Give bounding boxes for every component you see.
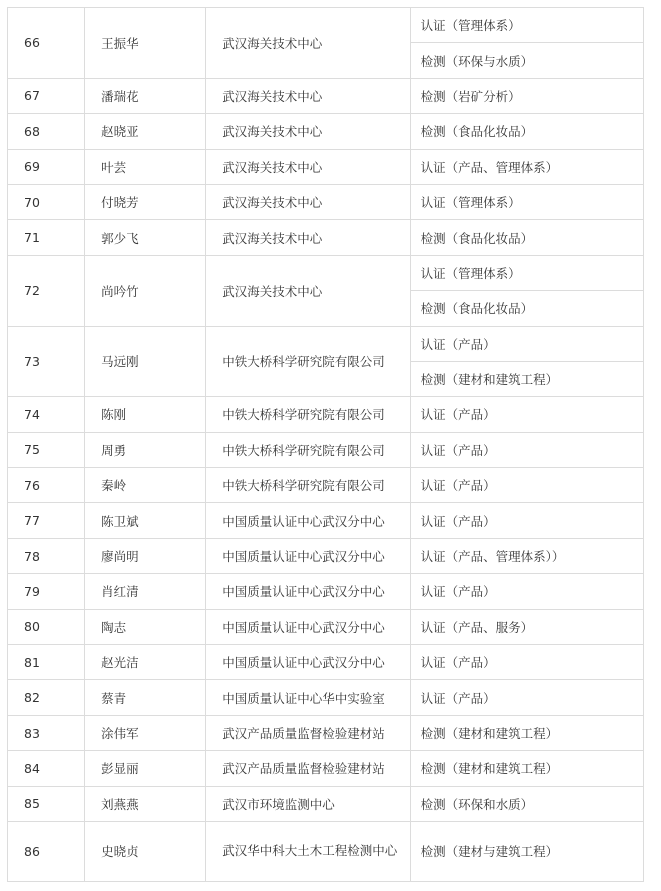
person-name: 郭少飞 xyxy=(85,220,206,255)
person-name: 赵光洁 xyxy=(85,645,206,680)
qualification: 检测（食品化妆品） xyxy=(410,220,643,255)
organization: 中铁大桥科学研究院有限公司 xyxy=(206,432,410,467)
organization: 中国质量认证中心武汉分中心 xyxy=(206,574,410,609)
table-row xyxy=(8,255,644,290)
organization: 武汉产品质量监督检验建材站 xyxy=(206,715,410,750)
row-number: 84 xyxy=(8,751,85,786)
row-number: 67 xyxy=(8,78,85,113)
qualification: 检测（环保与水质） xyxy=(410,43,643,78)
table-row xyxy=(8,114,644,149)
qualification: 认证（产品） xyxy=(410,574,643,609)
organization: 武汉海关技术中心 xyxy=(206,220,410,255)
table-row xyxy=(8,786,644,821)
table-row xyxy=(8,821,644,881)
person-name: 陈刚 xyxy=(85,397,206,432)
person-name: 叶芸 xyxy=(85,149,206,184)
table-row xyxy=(8,432,644,467)
qualification: 认证（产品） xyxy=(410,680,643,715)
row-number: 85 xyxy=(8,786,85,821)
qualification: 认证（产品） xyxy=(410,503,643,538)
table-row xyxy=(8,538,644,573)
person-name: 彭显丽 xyxy=(85,751,206,786)
table-row xyxy=(8,220,644,255)
qualification: 认证（管理体系） xyxy=(410,184,643,219)
table-row xyxy=(8,715,644,750)
person-name: 周勇 xyxy=(85,432,206,467)
qualification: 认证（产品） xyxy=(410,645,643,680)
row-number: 79 xyxy=(8,574,85,609)
person-name: 王振华 xyxy=(85,8,206,79)
table-row xyxy=(8,468,644,503)
qualification: 认证（产品） xyxy=(410,432,643,467)
organization: 武汉海关技术中心 xyxy=(206,114,410,149)
row-number: 73 xyxy=(8,326,85,397)
organization: 武汉海关技术中心 xyxy=(206,184,410,219)
organization: 武汉华中科大土木工程检测中心 xyxy=(206,821,410,881)
qualification: 检测（建材和建筑工程） xyxy=(410,361,643,396)
organization: 中国质量认证中心武汉分中心 xyxy=(206,609,410,644)
person-name: 蔡青 xyxy=(85,680,206,715)
organization: 武汉产品质量监督检验建材站 xyxy=(206,751,410,786)
organization: 中铁大桥科学研究院有限公司 xyxy=(206,468,410,503)
person-name: 刘燕燕 xyxy=(85,786,206,821)
table-row xyxy=(8,8,644,43)
personnel-table xyxy=(7,7,644,882)
qualification: 认证（管理体系） xyxy=(410,255,643,290)
organization: 武汉海关技术中心 xyxy=(206,78,410,113)
person-name: 陶志 xyxy=(85,609,206,644)
row-number: 86 xyxy=(8,821,85,881)
table-row xyxy=(8,78,644,113)
person-name: 赵晓亚 xyxy=(85,114,206,149)
organization: 中国质量认证中心武汉分中心 xyxy=(206,503,410,538)
qualification: 认证（产品、管理体系）） xyxy=(410,538,643,573)
person-name: 尚吟竹 xyxy=(85,255,206,326)
person-name: 潘瑞花 xyxy=(85,78,206,113)
row-number: 74 xyxy=(8,397,85,432)
qualification: 认证（产品、服务） xyxy=(410,609,643,644)
qualification: 认证（产品） xyxy=(410,468,643,503)
row-number: 81 xyxy=(8,645,85,680)
qualification: 认证（产品） xyxy=(410,397,643,432)
table-row xyxy=(8,751,644,786)
row-number: 69 xyxy=(8,149,85,184)
row-number: 70 xyxy=(8,184,85,219)
person-name: 陈卫斌 xyxy=(85,503,206,538)
qualification: 检测（环保和水质） xyxy=(410,786,643,821)
row-number: 71 xyxy=(8,220,85,255)
organization: 中国质量认证中心华中实验室 xyxy=(206,680,410,715)
organization: 武汉海关技术中心 xyxy=(206,255,410,326)
table-row xyxy=(8,326,644,361)
person-name: 付晓芳 xyxy=(85,184,206,219)
table-row xyxy=(8,397,644,432)
table-row xyxy=(8,149,644,184)
row-number: 82 xyxy=(8,680,85,715)
qualification: 认证（产品、管理体系） xyxy=(410,149,643,184)
table-row xyxy=(8,609,644,644)
row-number: 83 xyxy=(8,715,85,750)
table-row xyxy=(8,680,644,715)
table-row xyxy=(8,184,644,219)
qualification: 检测（食品化妆品） xyxy=(410,291,643,326)
person-name: 廖尚明 xyxy=(85,538,206,573)
organization: 中铁大桥科学研究院有限公司 xyxy=(206,326,410,397)
qualification: 检测（岩矿分析） xyxy=(410,78,643,113)
qualification: 检测（建材和建筑工程） xyxy=(410,715,643,750)
table-row xyxy=(8,574,644,609)
row-number: 78 xyxy=(8,538,85,573)
person-name: 涂伟军 xyxy=(85,715,206,750)
organization: 中国质量认证中心武汉分中心 xyxy=(206,538,410,573)
organization: 武汉海关技术中心 xyxy=(206,8,410,79)
qualification: 检测（食品化妆品） xyxy=(410,114,643,149)
row-number: 75 xyxy=(8,432,85,467)
person-name: 史晓贞 xyxy=(85,821,206,881)
row-number: 76 xyxy=(8,468,85,503)
qualification: 认证（产品） xyxy=(410,326,643,361)
person-name: 肖红清 xyxy=(85,574,206,609)
person-name: 秦岭 xyxy=(85,468,206,503)
organization: 中国质量认证中心武汉分中心 xyxy=(206,645,410,680)
qualification: 认证（管理体系） xyxy=(410,8,643,43)
row-number: 80 xyxy=(8,609,85,644)
qualification: 检测（建材与建筑工程） xyxy=(410,821,643,881)
organization: 武汉海关技术中心 xyxy=(206,149,410,184)
organization: 武汉市环境监测中心 xyxy=(206,786,410,821)
row-number: 72 xyxy=(8,255,85,326)
table-body xyxy=(8,8,644,882)
organization: 中铁大桥科学研究院有限公司 xyxy=(206,397,410,432)
table-row xyxy=(8,645,644,680)
row-number: 66 xyxy=(8,8,85,79)
qualification: 检测（建材和建筑工程） xyxy=(410,751,643,786)
table-row xyxy=(8,503,644,538)
person-name: 马远刚 xyxy=(85,326,206,397)
row-number: 77 xyxy=(8,503,85,538)
row-number: 68 xyxy=(8,114,85,149)
